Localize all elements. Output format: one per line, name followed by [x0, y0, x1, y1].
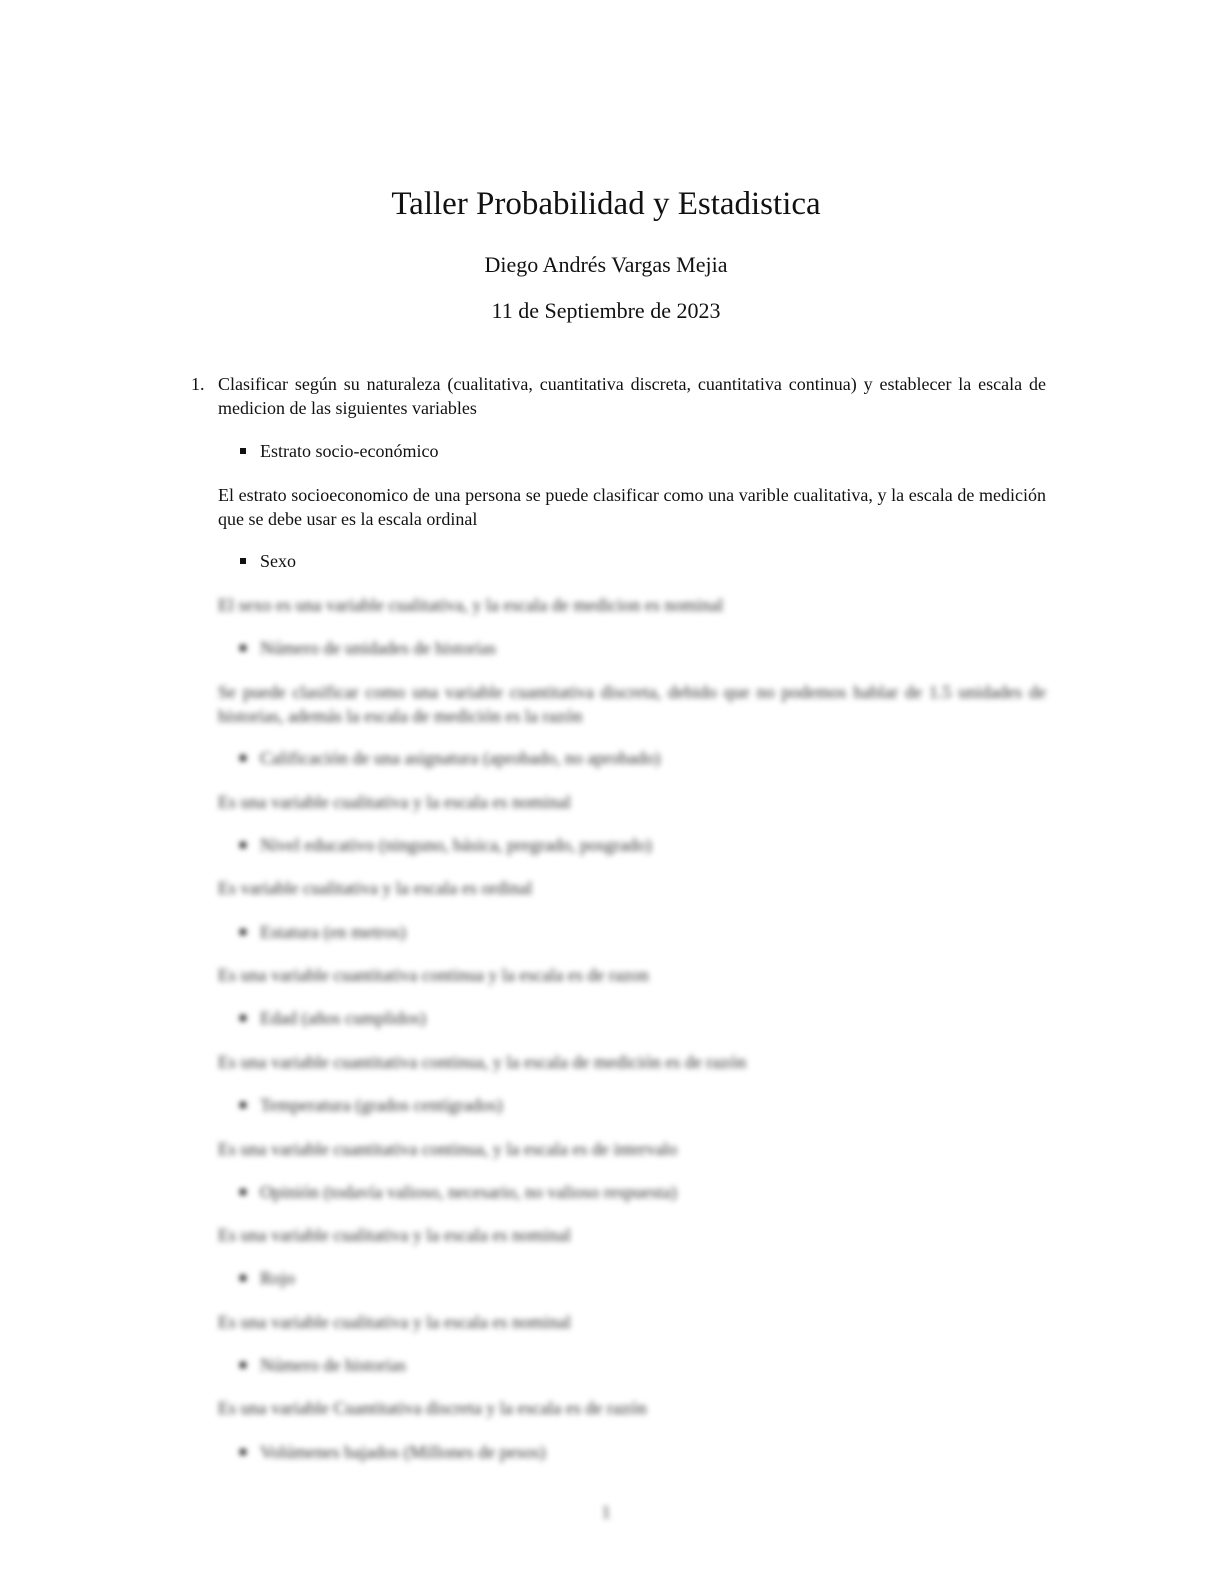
bullet-label: Sexo	[260, 551, 296, 571]
bullet-item	[240, 1353, 406, 1377]
answer-paragraph: Se puede clasificar como una variable cuantitativa discreta, debido que no podemos hablar de 1.5 unidades de historias, además la escala de medición es la razón	[218, 682, 1046, 726]
bullet-item	[240, 1440, 546, 1464]
answer-paragraph: Es una variable cualitativa y la escala es nominal	[218, 792, 571, 812]
document-title: Taller Probabilidad y Estadistica	[391, 186, 821, 222]
answer-paragraph: Es una variable cualitativa y la escala es nominal	[218, 1225, 571, 1245]
bullet-item	[240, 636, 496, 660]
bullet-label: Rojo	[260, 1268, 296, 1288]
bullet-square-icon	[240, 1275, 246, 1281]
bullet-square-icon	[240, 755, 246, 761]
bullet-square-icon	[240, 558, 246, 564]
bullet-square-icon	[240, 1102, 246, 1108]
bullet-label: Volúmenes bajados (Millones de pesos)	[260, 1442, 546, 1462]
bullet-label: Edad (años cumplidos)	[260, 1008, 426, 1028]
answer-paragraph: Es una variable cuantitativa continua, y la escala es de intervalo	[218, 1139, 678, 1159]
answer-paragraph: Es una variable Cuantitativa discreta y la escala es de razón	[218, 1398, 647, 1418]
bullet-label: Estatura (en metros)	[260, 922, 406, 942]
bullet-label: Número de historias	[260, 1355, 406, 1375]
bullet-item	[240, 1093, 503, 1117]
bullet-item	[240, 1180, 677, 1204]
bullet-square-icon	[240, 645, 246, 651]
bullet-label: Número de unidades de historias	[260, 638, 496, 658]
bullet-square-icon	[240, 1449, 246, 1455]
bullet-label: Nivel educativo (ninguno, básica, pregrado, posgrado)	[260, 835, 652, 855]
bullet-item	[240, 920, 406, 944]
answer-paragraph: El sexo es una variable cualitativa, y la escala de medicion es nominal	[218, 595, 724, 615]
answer-paragraph: Es variable cualitativa y la escala es ordinal	[218, 878, 533, 898]
answer-paragraph: El estrato socioeconomico de una persona se puede clasificar como una varible cualitativa, y la escala de medición que se debe usar es la escala ordinal	[218, 485, 1046, 529]
bullet-item	[240, 1006, 426, 1030]
document-author: Diego Andrés Vargas Mejia	[484, 252, 728, 277]
bullet-square-icon	[240, 1189, 246, 1195]
bullet-label: Temperatura (grados centígrados)	[260, 1095, 503, 1115]
bullet-square-icon	[240, 448, 246, 454]
answer-paragraph: Es una variable cuantitativa continua y la escala es de razon	[218, 965, 649, 985]
question-text: Clasificar según su naturaleza (cualitativa, cuantitativa discreta, cuantitativa continua) y establecer la escala de medicion de las siguientes variables	[218, 374, 1046, 418]
bullet-item	[240, 439, 438, 463]
question-number: 1.	[191, 374, 205, 394]
bullet-item	[240, 746, 660, 770]
bullet-label: Estrato socio-económico	[260, 441, 439, 461]
bullet-item	[240, 833, 652, 857]
document-date: 11 de Septiembre de 2023	[491, 298, 721, 323]
bullet-square-icon	[240, 842, 246, 848]
bullet-square-icon	[240, 929, 246, 935]
answer-paragraph: Es una variable cualitativa y la escala es nominal	[218, 1312, 571, 1332]
bullet-square-icon	[240, 1015, 246, 1021]
bullet-item	[240, 549, 296, 573]
bullet-label: Opinión (todavía valioso, necesario, no valioso respuesta)	[260, 1182, 677, 1202]
bullet-item	[240, 1266, 295, 1290]
answer-paragraph: Es una variable cuantitativa continua, y la escala de medición es de razón	[218, 1052, 747, 1072]
bullet-square-icon	[240, 1362, 246, 1368]
bullet-label: Calificación de una asignatura (aprobado, no aprobado)	[260, 748, 661, 768]
page-number: 1	[601, 1502, 611, 1522]
